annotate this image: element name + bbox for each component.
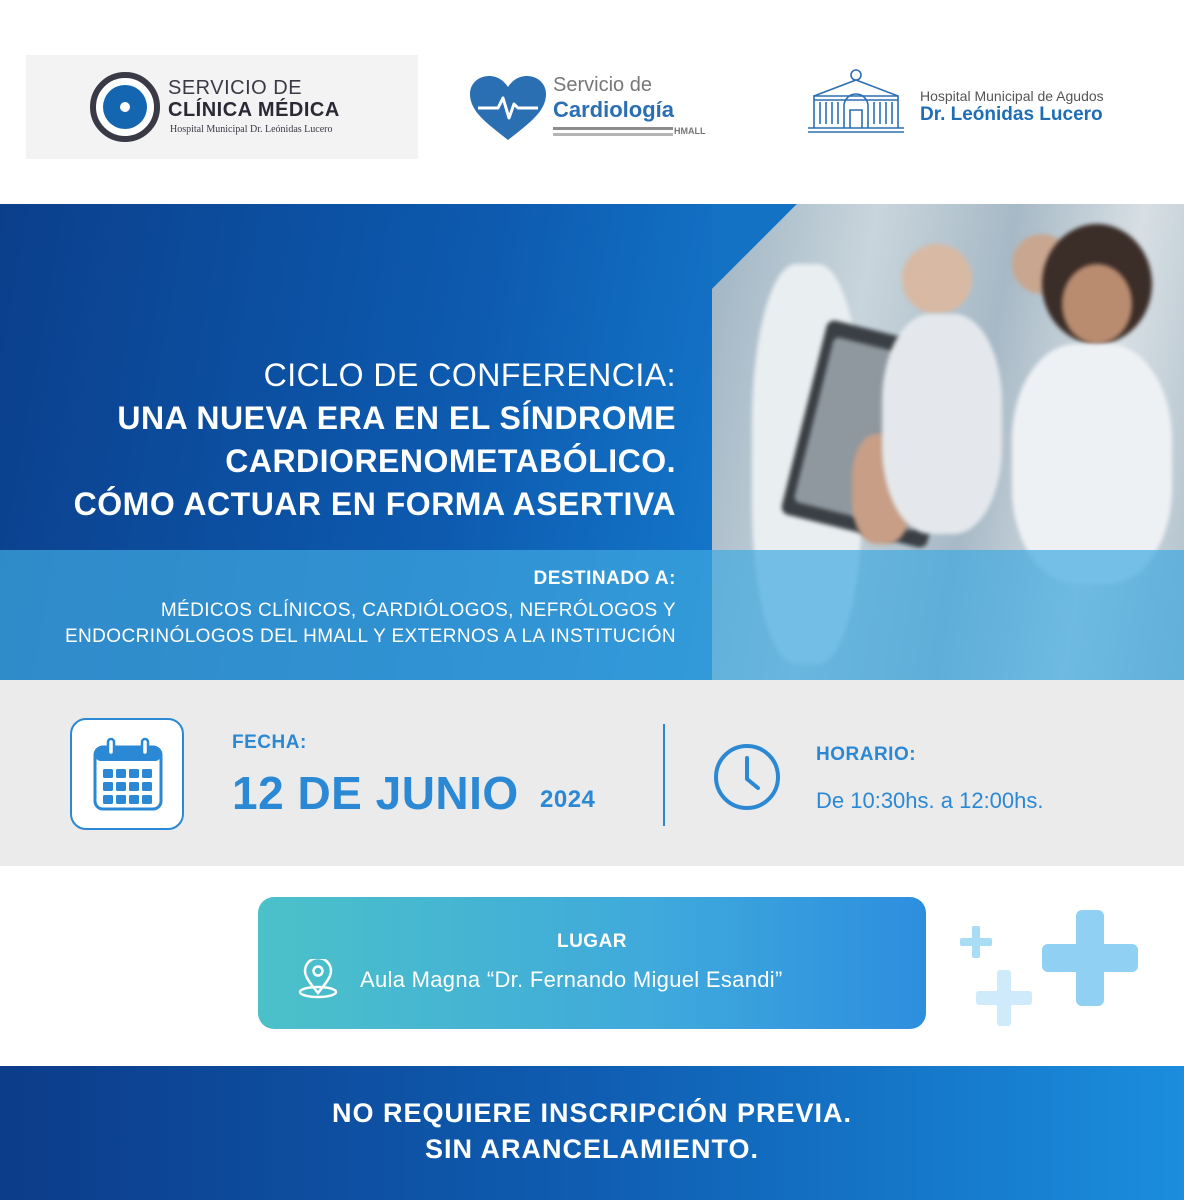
audience-text bbox=[10, 598, 676, 650]
title-line4: CÓMO ACTUAR EN FORMA ASERTIVA bbox=[73, 486, 676, 522]
title-line2: UNA NUEVA ERA EN EL SÍNDROME bbox=[117, 400, 676, 436]
plus-icon bbox=[1042, 910, 1138, 1006]
divider bbox=[663, 724, 665, 826]
plus-icon bbox=[960, 926, 992, 958]
clinica-medica-logo bbox=[26, 55, 418, 159]
logos-header bbox=[0, 0, 1184, 200]
date-value: 12 DE JUNIO bbox=[232, 767, 519, 819]
date-time-band bbox=[0, 680, 1184, 866]
logo-bar bbox=[553, 127, 673, 130]
cardiologia-logo-line3: HMALL bbox=[674, 126, 706, 136]
calendar-icon bbox=[92, 737, 164, 813]
footer-line2: SIN ARANCELAMIENTO. bbox=[424, 1134, 759, 1164]
cardiologia-logo-line2: Cardiología bbox=[553, 97, 675, 122]
footer-band bbox=[0, 1066, 1184, 1200]
time-label: HORARIO: bbox=[816, 744, 917, 765]
audience-label: DESTINADO A: bbox=[533, 568, 676, 589]
cardiologia-logo-line1: Servicio de bbox=[553, 74, 652, 96]
logo-bar bbox=[553, 133, 673, 136]
audience-line1: MÉDICOS CLÍNICOS, CARDIÓLOGOS, NEFRÓLOGOS Y bbox=[160, 600, 676, 621]
hospital-logo bbox=[806, 66, 1146, 138]
title-line3: CARDIORENOMETABÓLICO. bbox=[225, 443, 676, 479]
clinica-logo-line2: CLÍNICA MÉDICA bbox=[168, 99, 340, 121]
heart-icon bbox=[468, 74, 548, 144]
date-year: 2024 bbox=[540, 786, 596, 813]
hospital-logo-line1: Hospital Municipal de Agudos bbox=[920, 88, 1104, 104]
audience-line2: ENDOCRINÓLOGOS DEL HMALL Y EXTERNOS A LA INSTITUCIÓN bbox=[64, 626, 676, 647]
time-value: De 10:30hs. a 12:00hs. bbox=[816, 788, 1044, 813]
location-box bbox=[258, 897, 926, 1029]
hospital-logo-line2: Dr. Leónidas Lucero bbox=[920, 104, 1103, 125]
clinica-logo-line1: SERVICIO DE bbox=[168, 77, 303, 99]
event-title bbox=[20, 354, 676, 526]
clinica-logo-line3: Hospital Municipal Dr. Leónidas Lucero bbox=[170, 124, 333, 135]
footer-line1: NO REQUIERE INSCRIPCIÓN PREVIA. bbox=[331, 1098, 853, 1128]
location-pin-icon bbox=[296, 959, 340, 999]
location-value: Aula Magna “Dr. Fernando Miguel Esandi” bbox=[360, 967, 783, 992]
title-line1: CICLO DE CONFERENCIA: bbox=[263, 357, 676, 393]
location-label: LUGAR bbox=[556, 931, 628, 952]
date-label: FECHA: bbox=[232, 732, 307, 753]
target-icon bbox=[90, 72, 160, 142]
hero-banner bbox=[0, 204, 1184, 680]
audience-band bbox=[0, 550, 1184, 680]
plus-icon bbox=[976, 970, 1032, 1026]
calendar-box bbox=[70, 718, 184, 830]
cardiologia-logo bbox=[468, 70, 728, 150]
clock-icon bbox=[712, 742, 782, 812]
hospital-building-icon bbox=[806, 66, 906, 136]
